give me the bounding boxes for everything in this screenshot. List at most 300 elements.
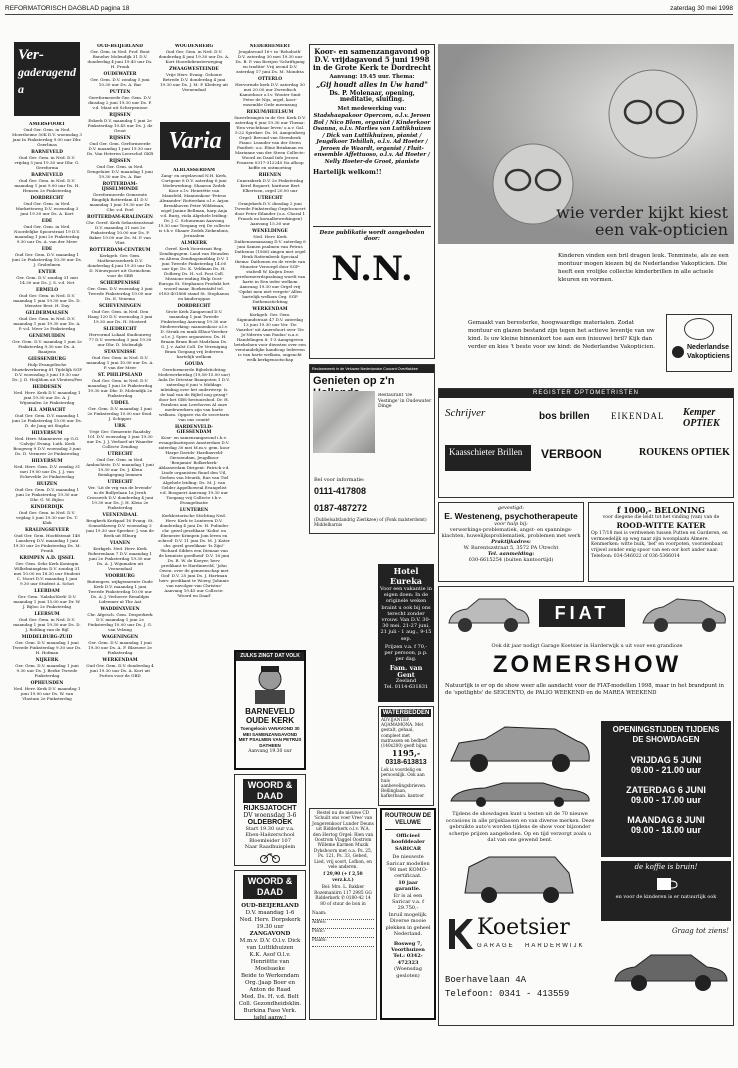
agenda-details: Ned. Herv. Gem. D.V. zondag 31 mei 19.00 uur Ds. J. J. van Eckevelde 2e Pinksterdag [13,464,81,479]
coffee-cup-icon [651,872,681,892]
agenda-place: GELDERMALSEN [25,311,69,316]
koetsier-sub: HARDERWIJK [525,943,585,949]
agenda-details: Gereformeerde Ger. Gem. D.V. dinsdag 2 juni 19.30 uur Ds. P. v.d. Maat uit Scherpenisse [88,95,152,110]
agenda-details: Hervormde kerk D.V. zaterdag 30 mei 20.00 uur Zweedisch Kamerkoor o.l.v. Wouter Smit Peter de Nijs, orgel, koor- ensemble Orde meenzang [235,82,305,107]
waterbedden-price: 1195,- [391,748,421,759]
agenda-details: Koor- en samenzangavond i.b.v. evangelisatiepost Amsterdam D.V. zaterdag 30 mei M.m.v. gem. koor 'Harpe Davids' Hardinxveld-Giessendam, Jeugdkoor 'Benjamin' Bolkerkerk-Ablasserdam Dirigent: Patrick v.d. Linde organisten Ruud den Uil, Gerben van Meurik, Rue van Tiel Algehele leiding: Ds. M. J. van Gelder Appelhoweal Evangelist v.d. Boogaert Aanvang 19.30 uur Toegang vrij Collecte t.b.v. Evangelisatie [158,435,230,505]
barneveld-top: ZULKS ZINGT DAT VOLK [236,652,304,661]
agenda-entry [12,357,82,382]
agenda-details: Ger. Gem. D.V. maandag 1 juni 19.30 uur Ds. A. F. Blaeuwe 2e Pinksterdag [88,640,152,655]
agenda-details: Ned. Herv. Kerk Dathenusmanzang D.V. zaterdag 6 juni Samen psalmen van Petrus Dathenus (1566) zingen met orgel Henk Rattembeek Speciaal thema: Dathenen en de vrede van Munster Verzorgd door SGP-stabedl W. Kuijen Deze gereformeerdspsalmag wordt van harte in Een ieder welkom Aanvang 19.30 uur Orgel vrij 'Opdat men niet vergete' Allen hartelijk welkom Org. SGP Dathensstichting [234,234,306,304]
agenda-place: STAVENISSE [104,350,136,355]
opticien-headline [448,204,728,238]
agenda-entry [86,424,154,449]
agenda-entry [12,431,82,456]
agenda-details: Ger. Gem. 'Salaba'Kerk' D.V. maandag 1 juni 15.00 uur Dr. W. J. Bijloo 2e Pinksterdag [13,594,81,609]
koor-nn: N.N. [331,248,413,289]
agenda-place: UTRECHT [257,196,283,201]
agenda-title-1: Ver- [18,47,44,63]
logo-line-2: Vakopticiens [687,353,730,360]
agenda-place: HUIZEN [36,482,58,487]
hours-1: 09.00 - 21.00 uur [630,765,702,775]
waterbedden-items: ADVIJANTEF, AQAMAMONA. Met gestalt, gehaal, compleet met matrassen en bedbert (140x200) geeft bijna [381,717,428,749]
kids-text: en voor de kinderen is er natuurlijk ook [615,894,717,900]
wd-start: Start 19.30 uur v.a. [245,826,295,832]
agenda-entry [86,281,154,301]
agenda-entry [12,311,82,331]
wd2-kuk: K.K. Asof O.l.v. Henriëtte van Moelsaeke [249,952,291,972]
routrouw-er: Er is al een Saricar v.a. f 29.750,- [392,892,424,912]
routrouw-inruil: Inruil mogelijk. Diverse mooie plekken in geheel Nederland. [385,911,431,938]
routrouw-nieuwste: De nieuwste Saricar modellen '98 met KOMO-certificaat. [386,854,430,880]
agenda-details: Oud Ger. Gem. in Ned. D.V. maandag 1 juni 19.30 uur Ds. A. P. v.d. Meer 2e Pinksterdag [13,316,81,331]
agenda-details: Oud Ger. Gem. in Ned. Ambachtstr. D.V. maandag 1 juni 19.30 uur Ds. J. Klein Remkgeging Iemmen [86,457,154,477]
barneveld-ad [234,650,306,770]
koor-ad [309,44,435,359]
agenda-entry [234,307,306,362]
agenda-entry [12,247,82,267]
agenda-place: SCHEVENINGEN [98,304,142,309]
wd-place: OLDEBROEK [247,819,293,826]
agenda-place: ROTTERDAM-CENTRUM [89,248,151,253]
opticien-headline-1: wie verder kijkt kiest [556,204,728,222]
hours-3: 09.00 - 18.00 uur [630,825,702,835]
agenda-place: WERKENDAM [252,307,288,312]
cd-form-field[interactable]: Adres: [312,920,374,929]
agenda-entry [86,401,154,421]
hotel-eureka-ad [378,564,434,702]
agenda-entry [12,219,82,244]
agenda-details: Oud Ger. Gem. in Ned. D.V. donderdag 4 juni 19.30 uur Ds. A. Kort Hoordidiensterweging [158,49,230,64]
cd-text: Bestel nu de nieuwe CD 'Schuilt ons voer Vree' van Jongerenkoor Lunder Deuns uit Ridderkerk o.l.v. W.A. den Hertog Orgel: Rien van Oostrom Vlaggel Oostrom Willeme Karmen Muzik Dykshoorn met o.a. Ps. 25, Ps. 121, Ps. 33, Gebed, Lied, vrij soort, Lofkon, en vele anderen. [312,811,374,871]
koffie-box [601,861,731,921]
agenda-place: VOORBURG [105,574,135,579]
agenda-column-1 [12,122,82,1022]
agenda-place: OPHEUSDEN [30,681,64,686]
hours-2: 09.00 - 17.00 uur [630,795,702,805]
agenda-entry [158,304,230,359]
agenda-details: Grote Kerk Zangavond D.V. maandag 1 juni Tweede Pinksterdag Aanvang 19.30 uur Medewerking: mannenkoor o.l.v. D. Struik en mmk Elhuo-Vereber o.l.v. J. Spies organisten: Ds. H. Braam Bram Boot Madrlaan Ds. G. J. v. Aalst Coll. De Vereniging Bram Toegang vrij Iedereen hartelijk welkom [159,309,229,359]
agenda-entry [12,288,82,308]
store-schrijver: Schrijver [445,407,486,419]
header-date: zaterdag 30 mei 1998 [670,5,733,12]
agenda-entry [158,168,230,238]
agenda-entry [12,334,82,354]
agenda-details: Kerkgeb. Ger. Gem. Mathenesserkerk D.V. donderdag 4 juni 19.30 uur Ds. D. Nieuwpoort uit Gorinchem voor de SBB [87,253,153,278]
agenda-entry [12,505,82,525]
agenda-details: Oud Ger. Gem. D.V. maandag 1 juni 2e Pinksterdag 10.30 uur Ds. J. Grobelmen [12,252,82,267]
store-roukens: ROUKENS OPTIEK [639,447,730,458]
car-illustration-6 [611,945,731,995]
agenda-details: Oud Ger. Gem. in Ned. Den Haag 120 D.V. woensdag 3 juni 19.30 uur Ds. H. Mosterd [87,309,153,324]
agenda-entry [158,425,230,505]
koetsier-tel: Telefoon: 0341 - 413559 [445,989,570,999]
car-illustration-2 [639,593,729,637]
cd-form-field[interactable]: Postc: [312,929,374,938]
agenda-place: HILVERSUM [31,431,63,436]
koetsier-garage: GARAGE [477,943,515,949]
routrouw-sub: (Woensdag gesloten) [394,966,422,979]
logo-line-1: Nederlandse [687,344,730,351]
agenda-details: Ger. Gem. D.V. woensdag 3 juni Tweede Pinksterdag 19.00 uur Ds. E. Venema [87,286,153,301]
agenda-details: Gereformeerde Bijbelstichting Medewerkerdag (19,58-15.00 uur) Aula De Driestar Baanpoten 1 D.V. zaterdag 6 juni 's Middags inleiding over het onderwerp: Is de taal van de Bijbel nog gezag? door het GBS-bestuursbod. Dr. H. Paraleus aan Leerhoven Al onze medewerkers zijn van harte welkom. Opgave via de secretaris van ons comité [158,367,230,422]
agenda-details: Kerkhistorische Stichting Ned. Herv. Kerk te Lunteren D.V. donderdag 4 juni Ds. H. Pulinder chr. gezel gezelikaar 'Kolin! en Ebenezer Krimpen Jom leven en schrod' D.V. 11 juni Ds. M. J. Kater chr. gezel gezelikaar 'Is Zijn!' 'Richard Sibbes een Dienaar van de kenniste goedheid' D.V. 18 juni Ds. R. W. de Koeyer, herv. predikant te Hardinxveld, 'John Owen: over de gemeenschap met God' D.V. 25 juni Ds. J. Hartman herv. predikant te Woerg 'Johnnie van navolger van Christus' Aanvang 19.45 uur Collecte: 'Woord en Daad' [158,513,230,598]
koor-list: Stadshaapakoor Opercom, o.l.v. Jeroen Bol / Nico Blom, organist / Kinderkoor Osanna, o.l.v. Marlies van Luttikhuizen / Dick van Luttikhuizen, pianist / Jeugdkoor Tehillah, o.l.v. Ad Hoeter / Jeroen de Waardt, organist / Fluit-ensemble Affettuoso, o.l.v. Ad Hoeter / Nelly Hoeter-de Groot, pianiste [313,113,431,165]
agenda-details: Kerkgeb. Ger. Gem. Sigmundstraat 47 D.V. zaterdag 13 juni 19.30 uur Ver. 'De Vaardor' uit Amersfoort over 'De Jo'Nderen van Paulus' n.a.v. Handelingen 8: 1-3 Aangegeven betekelnen voor diensten over een verstandelijke handicap Iedereen is van harte welkom, ongeacht welk kerkgenootschap [234,312,306,362]
agenda-details: Oud Ger. Gem. D.V. maandag 1 juni 2e Pinksterdag 15.00 uur Ds. D. de Jong uit Stapho [12,413,82,428]
agenda-entry [234,229,306,304]
agenda-place: RIJSSEN [109,113,131,118]
agenda-details: Ger. Gem. in Ned. Prof. Bont Boneluv Molendijk 31 D.V. donderdag 4 juni 19.45 uur Ds. H. Pronk [87,49,153,69]
routrouw-addr: Bosweg 7, Voorthuizen [391,940,425,953]
agenda-entry [86,658,154,678]
agenda-place: WERKENDAM [102,658,138,663]
agenda-entry [12,635,82,655]
agenda-place: BARNEVELD [31,150,63,155]
agenda-details: Gereformeerde Gemeente Ringdijk Rotterdam 41 D.V. maandag 1 juni 19.30 uur Dr. Chr. v.d. Poel [89,192,151,212]
agenda-place: BARNEVELD [31,173,63,178]
varia-title-block [160,122,230,160]
register-optometristen [438,388,734,498]
agenda-column-2 [86,44,154,1024]
opticien-ad [438,44,734,384]
agenda-entry [86,350,154,370]
agenda-column-4 [234,44,306,644]
agenda-details: Oud Ger. Gem. Gerformeerde D.V. maandag 1 juni 19.30 uur Ds. Van Heteren Leerschol GKR [86,141,154,156]
agenda-place: ALBLASSERDAM [172,168,215,173]
children-photo [438,44,734,244]
agenda-place: WOUDENBERG [174,44,214,49]
agenda-place: ZWAAGWESTEINDE [169,67,219,72]
koffie-text: de koffie is bruin! [634,863,698,871]
agenda-place: GIESSENBURG [28,357,66,362]
agenda-entry [86,541,154,571]
agenda-details: Vrije Ger. Gemeente Raadsby 101 D.V. woensdag 3 juni 19.30 uur Ds. J. J. Verhoef uit Waarder Collecte Zending [86,429,154,449]
agenda-details: Zang- en orgelavond N.H. Kerk, Cortgene 8 D.V. zaterdag 6 juni Medewerking: Shaaron Zedek Koor o.l.v. Henriëtte van Mansfeld, Mannenkoor 'Petrus Alexander' Rotterdam o.l.v. Arjan Breukhoven Peter Wildeman, orgel Janine Bellman, harp Anja v.d. Burg, viola Algehele leiding: Dr. J. C. Schuurman Aanvang 19.30 uur Toegang vrij De collecte is t.b.v. Shaare Zedek Ziekenhuis, Jeruzalem [158,173,230,238]
cd-order-form [312,911,374,947]
hotel-fam: Fam. van Gent [389,664,423,679]
koor-title: Koor- en samenzangavond op D.V. vrijdagavond 5 juni 1998 in de Grote Kerk te Dordrecht [313,47,431,72]
agenda-details: Ger. Gem. D.V. zondag 31 mei 14.30 uur Ds. J. S. v.d. Net [16,275,78,285]
wd2-name: OUD-BEIJERLAND [241,903,299,909]
koetsier-name: Koetsier [477,915,570,940]
agenda-place: LUNTEREN [179,508,209,513]
barneveld-time: Aanvang 19.30 uur [248,749,292,754]
woord-daad-oldebroek [234,774,306,866]
agenda-entry [234,173,306,193]
register-title: REGISTER OPTOMETRISTEN [439,389,733,398]
agenda-place: ERMELO [35,288,59,293]
wd2-mmv: M.m.v. D.V. O.l.v. Dick van Luttikhuizen [239,938,301,951]
koor-ads: Deze publikatie wordt aangeboden door: [319,229,425,242]
cd-prijs: f 29,90 (+ f 2,50 verz.k.t.) [323,872,363,883]
agenda-details: Brugkerk Kerkpad 16 Evang. St. Sonneblaweg D.V. woensdag 3 juni 19.30 uur Spreker: J. van de Beek uit Elburg [86,518,154,538]
agenda-entry [86,480,154,510]
agenda-column-3-top [158,44,230,120]
agenda-entry [234,196,306,226]
agenda-details: Oud Ger. Gem. in Ned. D.V. maandag 1 juni 19.30 uur Ds. D. Menster Best. H. Duy [13,293,81,308]
occasions-text: Tijdens de showdagen kunt u testen uit de 70 nieuwe occasions in alle prijsklassen en van diverse merken. Deze gebruikte auto's worden tijdens de show voor bijzonder scherpe prijzen aangeboden. Op en tijd verzorgt zoals u dat van ons gewend bent. [445,811,595,843]
agenda-entry [12,270,82,285]
routrouw-title: ROUTROUW DE VELUWE [385,813,431,830]
car-minivan [459,851,579,907]
car-sedan [445,781,595,807]
agenda-details: Ger. Gem. D.V. zondag 5 juni 10.30 uur Ds. A. Bar [90,77,150,87]
agenda-entry [86,72,154,87]
store-bos: bos brillen [539,411,590,422]
agenda-title-2: gaderagenda [18,65,76,96]
hotel-body: Voor een vakantie in eigen doen: In de originele weken braint u ook bij ons terecht zonder vrouw. Van D.V. 30-30 mei. 21-27 juni, 21 juli - 1 aug., 9-15 sep. [380,586,432,642]
store-verboon: VERBOON [541,447,602,461]
wd2-logo: WOORD & DAAD [243,875,297,899]
koetsier-zomershow-ad [438,586,734,1026]
hotel-tel: Tel. 0114-631831 [383,684,429,691]
agenda-entry [12,385,82,405]
agenda-entry [86,113,154,133]
waterbedden-tel: 0318-613813 [385,759,427,767]
koor-theme: „Gij houdt alles in Uw hand" [316,79,428,89]
agenda-details: Oud Ger. Gem. Hoofdstraat 148 Lansberg D.V. maandag 1 juni 19.30 uur 2e Pinksterdag Ds. M. Pronk [13,533,81,553]
agenda-details: Oud Ger. Gem. in Ned. Markettsweg D.V. woensdag 3 juni 19.30 uur Ds. A. Kort [15,201,79,216]
agenda-place: GENEMUIDEN [28,334,66,339]
car-illustration-4 [445,781,595,807]
beloning-title: f 1000,- BELONING [616,505,706,515]
koor-med: Met medewerking van: [337,105,407,112]
zomershow-intro: Ook dit jaar nodigt Garage Koetsier in Harderwijk u uit voor een grandioze [491,643,683,649]
agenda-entry [12,528,82,553]
koor-speaker: Ds. P. Molenaar, opening, meditatie, sluiting. [329,89,415,103]
bicycle-icon [259,851,281,863]
waterbedden-sub: Lok is voordelig en persoonlijk. Ook aan huis aanbevelingsbrieven. Bellinglaan, kafkerbaan. kantoor [381,767,427,799]
beloning-ad [588,502,734,582]
openingstijden-title: OPENINGSTIJDEN TIJDENS DE SHOWDAGEN [612,725,720,744]
agenda-details: Ned. Herv. Kerk D.V. maandag 1 juni 19.00 uur Ds. W. van Vlastum 2e Pinksterdag [13,686,81,701]
opticien-text-1: Kinderen vinden een bril dragen leuk. Tenminste, als ze een montuur mogen kiezen bij de Nederlandse Vakopticien. Die heeft een vrolijke collectie kinderbrillen in alle actuele kleuren en vormen. [558,253,729,283]
agenda-entry [86,373,154,398]
beloning-name: ROOD-WITTE KATER [616,520,706,530]
agenda-details: Hervormd Lokaal Stadionweg 77 D.V. woensdag 3 juni 19.30 uur Dhr. D. Molendijk [88,332,152,347]
agenda-place: MIDDELBURG-ZUID [21,635,73,640]
zomershow-body: Natuurlijk is er op de show weer alle aandacht voor de FIAT-modellen 1998, maar in het brandpunt in de 'spotlights' de SEICENTO, de PALIO WEEKEND en de MAREA WEEKEND [445,683,725,696]
vakopticiens-logo [666,314,732,372]
wd2-kerk: Ned. Herv. Dorpskerk 19.30 uur [239,917,301,930]
waterbedden-ad [378,706,434,806]
agenda-details: Sneerlezingen in de Ger. Kerk D.V. zaterdag 6 juni 19.30 uur Thema: 'Een vruchtbaar leven' o.a.v. Gal. 5:22 Spreker: Ds. M. Aangenberg Orgel: Bevond van Steenbeek Piano: Leander van der Steen Fantbet: o.a. Eline Brinkman en Marianne van der Steen Collecte: Woord en Daad Info Jeroen Franzen 0317-312240 Na afloop koffie en ontmoeting [234,115,306,170]
beloning-text: Op 17/18 mei is verdwenen tussen Putten en Garderen, en vermoedelijk op weg naar zijn woonplaats Almere. Kenmerken: witte buik, 'bef' en voorpoten, voorzienbaar, vrijwel zonder enig spoor van een oor kort ander naar. Telefoon: 034-546022 of 036-5366014 [591,530,728,559]
agenda-entry [86,248,154,278]
fiat-logo-text: FIAT [554,603,610,623]
agenda-entry [234,77,306,107]
barneveld-text: Toengelooin VANAVOND 30 MEI SAMENZANGAVOND MET PSALMEN VAN PETRUS DATHEEN [238,726,302,748]
agenda-place: OUDEWATER [103,72,137,77]
agenda-entry [12,122,82,147]
agenda-place: LEERDAM [34,589,60,594]
agenda-entry [158,241,230,301]
genieten-extra: Bel voor informatie: [314,477,365,483]
agenda-entry [86,327,154,347]
agenda-details: Jeugdavond 16+ in 'Rehoboth' D.V. zaterdag 30 mei 19.30 uur Ds. B. P. van Boeijen 'Schriftgang en traditie' Vrij avond D.V. zaterdag 17 juni Ds. M. Mondria [235,49,305,74]
agenda-details: Buitengew. wijkgemeente Oude Kerk D.V. maandag 1 juni Tweede Pinksterdag 10.00 uur Ds. A. J. Verhoeve Renaldpis Lideemer at The Aat [87,579,153,604]
car-fiat-2 [639,593,729,637]
store-eikendal: EIKENDAL [611,411,665,421]
agenda-details: Cunerakerk D.V. 2e Pinksterdag Kerel Bogaert, baritone Bert Elbertsen, orgel 20.00 uur [236,178,304,193]
agenda-place: ST. PHILIPSLAND [97,373,143,378]
agenda-details: Ger. Gem. D.V. maandag 1 juni Tweede Pinksterdag 9.30 uur Ds. H. Hofman [12,640,82,655]
westeneng-aanm: Tel. aanmelding: [487,551,535,557]
agenda-entry [86,513,154,538]
wd2-zang: ZANGAVOND [249,931,291,937]
koetsier-logo [445,911,605,967]
agenda-entry [158,508,230,598]
westeneng-text: verwerkings-problematiek, angst- en spannings-klachten, huwelijksproblematiek, problemen met werk [441,527,581,539]
fiat-logo [539,599,625,627]
agenda-place: ENTER [38,270,56,275]
store-kaasschieter: Kaasschieter Brillen [445,445,531,471]
cd-order-ad [309,808,377,1020]
agenda-place: LEERSUM [34,612,60,617]
agenda-entry [86,159,154,179]
agenda-details: Ver. 'Lit de vrg van de levende' in de Bullyelaan 1a Jeruh Crossweb D.V. donderdag 4 juni 19.30 uur Ds. J. H. Klein 2e Pinksterdag [86,485,154,510]
agenda-place: RIJSSEN [109,136,131,141]
agenda-entry [86,215,154,245]
agenda-entry [158,362,230,422]
agenda-place: GOUDA [184,362,204,367]
agenda-entry [86,635,154,655]
agenda-details: Oud Ger. Gem. in Ned. D.V. vrijdag 5 juni 19.30 uur Ds. T. Klok [16,510,78,525]
wd-logo: WOORD & DAAD [243,779,297,803]
agenda-entry [86,90,154,110]
agenda-place: OTTERLO [257,77,283,82]
agenda-place: VIANEN [109,541,131,546]
agenda-details: Vrije Herv. Evang. Gebouw Betrede D.V. donderdag 4 juni 19.30 uur Ds. J. M. P. Klederg uit Veenendaal [159,72,229,92]
genieten-restaurant: Restaurant 'De Vestinge' in Oudewater Dinge [378,393,432,410]
agenda-entry [86,136,154,156]
agenda-details: Geref. Kerk Voorstraat Reg. Zendingsgem. Land van Heusden en Altena Zendingsmiddag D.V. 1 juni Tweede Pinksterdag 14.00 uur Spr. Ds. K. Veldman Ds. H. Dolberg Ds. H. v.d. Post Coll. Missions-ending Hulp Oost-Europa St. Stephanos Produkt het woord maar. Boekentafel tel. 0183-401868 stand St. Stephanos en kinderoppas [158,246,230,301]
agenda-details: Oud Ger. Gem. in Ned. D.V. maandag 1 juni 19.30 uur Ds. D. J. Bolding van de Bijl [13,617,81,632]
agenda-entry [12,556,82,586]
agenda-details: Ger. Gem. D.V. maandag 1 juni 2e Pinksterdag 9.30 uur Ds. A. Baaijens [12,339,82,354]
genieten-title: Genieten op z'n [313,375,395,387]
hotel-prijs: Prijzen v.a. f 70,- per persoon, p.p. per dag. [384,643,428,663]
cd-form-field[interactable]: Naam: [312,911,374,920]
cd-bel: Bel: Mrs. L. Bakker Rozemaniirn 117 2985 GG Ridderkerk ✆ 0180-42 14 80 of stuur de bon in [314,885,372,907]
agenda-details: Oranjekerk D.V. dinsdag 2 juni Tweede Pinksterdag Orgelconcert door Peter Eilander (o.a. Choral 1 Franck en koraalbewerkingen) Aanvang 15.30 uur [234,201,306,226]
agenda-place: PUTTEN [109,90,131,95]
agenda-place: WADDINXVEEN [100,607,140,612]
zomershow-title: ZOMERSHOW [492,651,682,678]
agenda-place: REKUM/HEELSUM [246,110,294,115]
agenda-place: KRIMPEN A.D. IJSSEL [19,556,75,561]
woord-daad-oud-beijerland [234,870,306,1020]
agenda-place: EDE [41,219,53,224]
waterbedden-title: WATERBEDDEN [382,710,430,716]
car-fiat-1 [445,593,531,637]
agenda-details: Ned. Herv. Kerk D.V. maandag 1 juni 19.30 uur Ds. A. J. Wijnmalen 2e Pinksterdag [13,390,81,405]
agenda-entry [12,173,82,193]
westeneng-addr: W. Barentszstraat 5, 3572 PA Utrecht [463,545,559,551]
agenda-title-block [14,42,80,116]
agenda-place: WENELDINGE [252,229,288,234]
agenda-place: UDDEL [111,401,129,406]
koor-divider [313,226,431,227]
agenda-column-3 [158,168,230,1026]
agenda-entry [12,459,82,479]
koor-welkom: Hartelijk welkom!! [313,168,382,176]
day-2: ZATERDAG 6 JUNI [626,785,706,795]
routrouw-ad [380,808,436,1020]
agenda-place: SLIEDRECHT [103,327,137,332]
wd2-med: Med. Ds. H. v.d. Belt Coll. Gezondheidsklin. Burkina Faso Verk. tafel aanw.! [238,994,302,1020]
tot-ziens: Graag tot ziens! [671,927,729,935]
barneveld-title: BARNEVELD OUDE KERK [245,707,295,725]
hotel-plaats: Zeeland [395,677,417,684]
car-illustration-1 [445,593,531,637]
beloning-sub: voor diegene die leidt tot het vinding (van) van de [602,515,720,520]
hotel-title: Hotel Eureka [390,566,422,586]
day-3: MAANDAG 8 JUNI [627,815,705,825]
agenda-details: Ger. Gem. Sehs Kerk Koningin Wilhelminaplein D.V. zondag 31 mei 10.00 en 18.30 uur Student C. Noort D.V. maandag 1 juni 9.30 uur Student A. Schot [13,561,81,586]
genieten-tel-2: 0187-487272 [314,503,368,513]
agenda-entry [12,196,82,216]
restaurant-photo [313,391,375,453]
agenda-entry [12,612,82,632]
routrouw-official: Officieel hoofddealer SARICAR [391,833,425,852]
day-1: VRIJDAG 5 JUNI [630,755,702,765]
agenda-entry [234,44,306,74]
agenda-place: KRALINGSEVEER [24,528,70,533]
store-kemper: Kemper OPTIEK [683,407,720,429]
agenda-place: ALMKERK [181,241,207,246]
westeneng-tel: 030-6615254 (buiten kantoortijd) [468,557,554,563]
agenda-entry [158,44,230,64]
agenda-place: EDE [41,247,53,252]
agenda-entry [86,44,154,69]
agenda-entry [12,658,82,678]
agenda-details: Oud Ger. Gem. D.V. maandag 1 juni 2e Pinksterdag 19.30 uur Dhr. G. W. Bijloo [14,487,80,502]
car-illustration-5 [459,851,579,907]
agenda-place: KINDERDIJK [30,505,64,510]
opticien-headline-2: een vak-opticien [595,220,728,238]
page-header [5,4,733,15]
agenda-place: UTRECHT [107,480,133,485]
agenda-place: RIJSSEN [109,159,131,164]
agenda-details: Ned. Herv. Mannenver. op G.G. 'Calvijn' Evang. Luth. Kerk Boogweg 9 D.V. woensdag 3 juni Ds. D. Vermeer 2e Pinksterdag [13,436,81,456]
westeneng-ad [438,502,584,582]
agenda-place: URK [114,424,126,429]
agenda-details: Chr. Geref. Kerk Sebastienstraat D.V. maandag 31 mei 2e Pinksterdag 10.00 uur Ds. P. Baker 19.00 uur Ds. M. P. van Vliet [86,220,154,245]
agenda-place: HEDDESEN [32,385,62,390]
agenda-place: H.I. AMBACHT [28,408,66,413]
westeneng-praktijk: Praktijkadres: [491,539,531,545]
car-van [445,721,595,777]
agenda-place: AMERSFOORT [28,122,66,127]
agenda-details: Oud Ger. Gem. in Ned. D.V. maandag 1 juni 2e Pinksterdag 19.30 uur Dhr. D. Molendijk 2e Pinksterdag [87,378,153,398]
cd-form-field[interactable]: Plaats: [312,938,374,947]
wd-addr: Eben-Haëzerschool Bloemleider 107 [245,832,295,844]
genieten-tel: 0111-417808 [314,486,367,496]
agenda-details: Kerkgeb. Ned. Herv. Kerk Roberenlaan 7 D.V. maandag 1 juni 2e Pinksterdag 19.30 uur Ds. A. J. Wijnmalen uit Veenendaal [88,546,152,571]
agenda-entry [12,482,82,502]
genieten-sub: (Dubbelsabtlandrig Zierikzee) of (Fonk malsterdomt) Middelharnis [314,517,427,527]
header-left: REFORMATORISCH DAGBLAD pagina 18 [5,5,130,12]
opticien-text-2: Gemaakt van beresterke, hoogwaardige materialen. Zodat montuur en glazen bestand zijn tegen het actieve leventje van uw kind. Is uw kleine binnenkort toe aan een (nieuwe) bril? Kijk dan verder en kies 't beste voor uw kind: de Nederlandse Vakopticien. [468,320,656,350]
agenda-details: Oud Ger. Gem. in Ned. D.V. maandag 1 juni 9.00 uur Ds. H. Hensen 2e Pinksterdag [14,178,80,193]
agenda-entry [12,681,82,701]
wd-date: DV woensdag 3-6 [243,812,297,819]
wd2-beide: Beide to Werkendam Org.:Jaap Boer en Anton de Raad [240,973,300,993]
portrait-illustration [245,664,295,704]
westeneng-sub: voor hulp bij: [494,521,528,527]
